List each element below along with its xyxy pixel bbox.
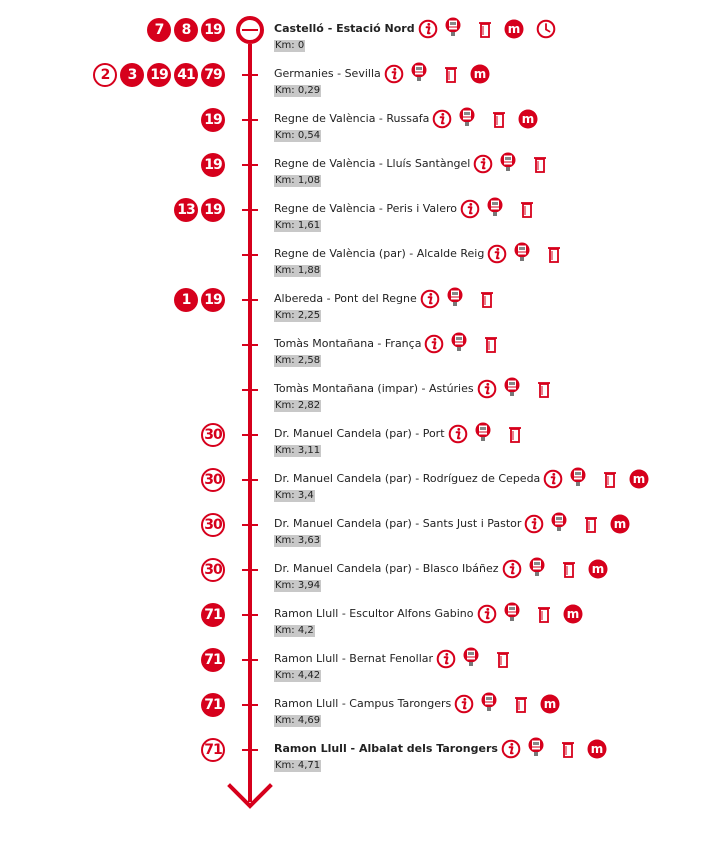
clock-icon[interactable] bbox=[536, 19, 556, 39]
metro-icon[interactable] bbox=[587, 739, 607, 759]
bin-icon[interactable] bbox=[508, 424, 522, 444]
stop-row[interactable] bbox=[0, 738, 713, 778]
stop-row[interactable] bbox=[0, 63, 713, 103]
ticket-machine-icon[interactable] bbox=[462, 647, 480, 667]
stop-icons bbox=[501, 739, 619, 759]
line-badge[interactable]: 19 bbox=[201, 108, 225, 132]
stop-name[interactable]: Dr. Manuel Candela (par) - Blasco Ibáñez bbox=[274, 562, 499, 575]
stop-tick bbox=[242, 479, 258, 481]
line-badge[interactable]: 8 bbox=[174, 18, 198, 42]
stop-icons bbox=[418, 19, 556, 39]
stop-lines bbox=[174, 198, 225, 222]
stop-tick bbox=[242, 74, 258, 76]
stop-name[interactable]: Tomàs Montañana (impar) - Astúries bbox=[274, 382, 474, 395]
stop-lines bbox=[201, 423, 225, 447]
stop-lines bbox=[93, 63, 225, 87]
line-badge[interactable]: 41 bbox=[174, 63, 198, 87]
stop-icons bbox=[436, 649, 522, 669]
stop-name[interactable]: Ramon Llull - Escultor Alfons Gabino bbox=[274, 607, 474, 620]
stop-row[interactable] bbox=[0, 693, 713, 733]
stop-name[interactable]: Castelló - Estació Nord bbox=[274, 22, 415, 35]
info-icon[interactable] bbox=[473, 154, 493, 174]
stop-row[interactable] bbox=[0, 18, 713, 58]
line-badge[interactable]: 13 bbox=[174, 198, 198, 222]
stop-name[interactable]: Ramon Llull - Campus Tarongers bbox=[274, 697, 452, 710]
ticket-machine-icon[interactable] bbox=[528, 557, 546, 577]
bin-icon[interactable] bbox=[533, 154, 547, 174]
stop-icons bbox=[460, 199, 546, 219]
info-icon[interactable] bbox=[460, 199, 480, 219]
stop-lines bbox=[201, 603, 225, 627]
metro-icon[interactable] bbox=[629, 469, 649, 489]
info-icon[interactable] bbox=[384, 64, 404, 84]
stop-km: Km: 0,54 bbox=[275, 130, 321, 141]
stop-icons bbox=[543, 469, 661, 489]
ticket-machine-icon[interactable] bbox=[569, 467, 587, 487]
ticket-machine-icon[interactable] bbox=[474, 422, 492, 442]
info-icon[interactable] bbox=[487, 244, 507, 264]
ticket-machine-icon[interactable] bbox=[480, 692, 498, 712]
info-icon[interactable] bbox=[432, 109, 452, 129]
line-badge[interactable]: 3 bbox=[120, 63, 144, 87]
bin-icon[interactable] bbox=[537, 604, 551, 624]
info-icon[interactable] bbox=[477, 604, 497, 624]
stop-icons bbox=[487, 244, 573, 264]
line-badge[interactable]: 30 bbox=[201, 468, 225, 492]
line-badge[interactable]: 30 bbox=[201, 423, 225, 447]
bin-icon[interactable] bbox=[561, 739, 575, 759]
line-badge[interactable]: 71 bbox=[201, 648, 225, 672]
stop-tick bbox=[242, 344, 258, 346]
bin-icon[interactable] bbox=[514, 694, 528, 714]
stop-km: Km: 0,29 bbox=[275, 85, 321, 96]
stop-icons bbox=[448, 424, 534, 444]
line-badge[interactable]: 71 bbox=[201, 603, 225, 627]
bin-icon[interactable] bbox=[584, 514, 598, 534]
stop-row[interactable] bbox=[0, 513, 713, 553]
stop-icons bbox=[524, 514, 642, 534]
info-icon[interactable] bbox=[502, 559, 522, 579]
stop-name[interactable]: Dr. Manuel Candela (par) - Sants Just i Pastor bbox=[274, 517, 522, 530]
stop-icons bbox=[424, 334, 510, 354]
svg-text:m: m bbox=[590, 742, 604, 756]
ticket-machine-icon[interactable] bbox=[550, 512, 568, 532]
ticket-machine-icon[interactable] bbox=[503, 377, 521, 397]
ticket-machine-icon[interactable] bbox=[444, 17, 462, 37]
stop-km: Km: 4,69 bbox=[275, 715, 321, 726]
stop-name[interactable]: Regne de València - Peris i Valero bbox=[274, 202, 458, 215]
info-icon[interactable] bbox=[424, 334, 444, 354]
metro-icon[interactable] bbox=[610, 514, 630, 534]
line-badge[interactable]: 30 bbox=[201, 513, 225, 537]
stop-row[interactable] bbox=[0, 288, 713, 328]
metro-icon[interactable] bbox=[588, 559, 608, 579]
stop-km: Km: 3,4 bbox=[275, 490, 314, 501]
bin-icon[interactable] bbox=[537, 379, 551, 399]
line-badge[interactable]: 19 bbox=[201, 18, 225, 42]
stop-km: Km: 2,25 bbox=[275, 310, 321, 321]
bin-icon[interactable] bbox=[603, 469, 617, 489]
stop-row[interactable] bbox=[0, 243, 713, 283]
info-icon[interactable] bbox=[454, 694, 474, 714]
stop-tick bbox=[242, 389, 258, 391]
stop-name[interactable]: Regne de València - Russafa bbox=[274, 112, 430, 125]
stop-icons bbox=[420, 289, 506, 309]
svg-text:m: m bbox=[633, 472, 646, 486]
line-badge[interactable]: 19 bbox=[147, 63, 171, 87]
svg-text:m: m bbox=[473, 67, 486, 81]
stop-name[interactable]: Albereda - Pont del Regne bbox=[274, 292, 417, 305]
svg-text:m: m bbox=[522, 112, 535, 126]
ticket-machine-icon[interactable] bbox=[458, 107, 476, 127]
stop-tick bbox=[242, 164, 258, 166]
bin-icon[interactable] bbox=[484, 334, 498, 354]
info-icon[interactable] bbox=[543, 469, 563, 489]
stop-km: Km: 2,58 bbox=[275, 355, 321, 366]
line-badge[interactable]: 79 bbox=[201, 63, 225, 87]
stop-icons bbox=[432, 109, 550, 129]
metro-icon[interactable] bbox=[540, 694, 560, 714]
info-icon[interactable] bbox=[477, 379, 497, 399]
stop-row[interactable] bbox=[0, 423, 713, 463]
stop-icons bbox=[384, 64, 502, 84]
stop-km: Km: 1,08 bbox=[275, 175, 321, 186]
line-badge[interactable]: 71 bbox=[201, 693, 225, 717]
line-badge[interactable]: 2 bbox=[93, 63, 117, 87]
svg-text:m: m bbox=[614, 517, 627, 531]
stop-row[interactable] bbox=[0, 558, 713, 598]
bin-icon[interactable] bbox=[444, 64, 458, 84]
stop-km: Km: 0 bbox=[275, 40, 305, 51]
stop-km: Km: 4,2 bbox=[275, 625, 314, 636]
stop-name[interactable]: Regne de València - Lluís Santàngel bbox=[274, 157, 471, 170]
stop-km: Km: 2,82 bbox=[275, 400, 321, 411]
bin-icon[interactable] bbox=[547, 244, 561, 264]
bin-icon[interactable] bbox=[492, 109, 506, 129]
ticket-machine-icon[interactable] bbox=[450, 332, 468, 352]
bin-icon[interactable] bbox=[478, 19, 492, 39]
stop-row[interactable] bbox=[0, 153, 713, 193]
stop-icons bbox=[477, 604, 595, 624]
stop-tick bbox=[242, 209, 258, 211]
ticket-machine-icon[interactable] bbox=[503, 602, 521, 622]
stop-icons bbox=[454, 694, 572, 714]
stop-icons bbox=[473, 154, 559, 174]
svg-text:m: m bbox=[507, 22, 520, 36]
stop-tick bbox=[242, 614, 258, 616]
line-badge[interactable]: 19 bbox=[201, 198, 225, 222]
ticket-machine-icon[interactable] bbox=[446, 287, 464, 307]
bin-icon[interactable] bbox=[520, 199, 534, 219]
metro-icon[interactable] bbox=[504, 19, 524, 39]
ticket-machine-icon[interactable] bbox=[486, 197, 504, 217]
stop-km: Km: 3,63 bbox=[275, 535, 321, 546]
stop-lines bbox=[174, 288, 225, 312]
stop-tick bbox=[242, 29, 258, 31]
stop-tick bbox=[242, 119, 258, 121]
stop-lines bbox=[147, 18, 225, 42]
stop-icons bbox=[477, 379, 563, 399]
stop-lines bbox=[201, 693, 225, 717]
stop-name[interactable]: Germanies - Sevilla bbox=[274, 67, 381, 80]
stop-row[interactable] bbox=[0, 468, 713, 508]
stop-km: Km: 4,71 bbox=[275, 760, 321, 771]
stop-lines bbox=[201, 738, 225, 762]
stop-lines bbox=[201, 108, 225, 132]
ticket-machine-icon[interactable] bbox=[527, 737, 545, 757]
info-icon[interactable] bbox=[524, 514, 544, 534]
stop-name[interactable]: Dr. Manuel Candela (par) - Rodríguez de Cepeda bbox=[274, 472, 541, 485]
stop-km: Km: 3,11 bbox=[275, 445, 321, 456]
stop-row[interactable] bbox=[0, 108, 713, 148]
bin-icon[interactable] bbox=[496, 649, 510, 669]
stop-name[interactable]: Ramon Llull - Bernat Fenollar bbox=[274, 652, 434, 665]
stop-tick bbox=[242, 254, 258, 256]
stop-tick bbox=[242, 659, 258, 661]
svg-text:m: m bbox=[591, 562, 604, 576]
stop-lines bbox=[201, 468, 225, 492]
line-badge[interactable]: 19 bbox=[201, 288, 225, 312]
svg-text:m: m bbox=[566, 607, 579, 621]
stop-tick bbox=[242, 299, 258, 301]
ticket-machine-icon[interactable] bbox=[499, 152, 517, 172]
svg-text:m: m bbox=[543, 697, 557, 711]
stop-row[interactable] bbox=[0, 648, 713, 688]
stop-lines bbox=[201, 153, 225, 177]
line-badge[interactable]: 1 bbox=[174, 288, 198, 312]
info-icon[interactable] bbox=[420, 289, 440, 309]
line-badge[interactable]: 71 bbox=[201, 738, 225, 762]
line-badge[interactable]: 19 bbox=[201, 153, 225, 177]
stop-icons bbox=[502, 559, 620, 579]
stop-km: Km: 1,61 bbox=[275, 220, 321, 231]
info-icon[interactable] bbox=[448, 424, 468, 444]
info-icon[interactable] bbox=[436, 649, 456, 669]
metro-icon[interactable] bbox=[470, 64, 490, 84]
info-icon[interactable] bbox=[501, 739, 521, 759]
stop-row[interactable] bbox=[0, 198, 713, 238]
stop-km: Km: 4,42 bbox=[275, 670, 321, 681]
bin-icon[interactable] bbox=[562, 559, 576, 579]
stop-lines bbox=[201, 558, 225, 582]
stop-km: Km: 1,88 bbox=[275, 265, 321, 276]
metro-icon[interactable] bbox=[518, 109, 538, 129]
metro-icon[interactable] bbox=[563, 604, 583, 624]
stop-tick bbox=[242, 749, 258, 751]
stop-name[interactable]: Regne de València (par) - Alcalde Reig bbox=[274, 247, 485, 260]
bin-icon[interactable] bbox=[480, 289, 494, 309]
stop-name[interactable]: Ramon Llull - Albalat dels Tarongers bbox=[274, 742, 498, 755]
line-badge[interactable]: 7 bbox=[147, 18, 171, 42]
stop-km: Km: 3,94 bbox=[275, 580, 321, 591]
stop-tick bbox=[242, 434, 258, 436]
stop-tick bbox=[242, 569, 258, 571]
stop-lines bbox=[201, 513, 225, 537]
stop-name[interactable]: Tomàs Montañana - França bbox=[274, 337, 422, 350]
stop-lines bbox=[201, 648, 225, 672]
ticket-machine-icon[interactable] bbox=[513, 242, 531, 262]
line-badge[interactable]: 30 bbox=[201, 558, 225, 582]
stop-tick bbox=[242, 704, 258, 706]
stop-row[interactable] bbox=[0, 603, 713, 643]
ticket-machine-icon[interactable] bbox=[410, 62, 428, 82]
stop-tick bbox=[242, 524, 258, 526]
stop-row[interactable] bbox=[0, 378, 713, 418]
stop-name[interactable]: Dr. Manuel Candela (par) - Port bbox=[274, 427, 445, 440]
stop-row[interactable] bbox=[0, 333, 713, 373]
info-icon[interactable] bbox=[418, 19, 438, 39]
